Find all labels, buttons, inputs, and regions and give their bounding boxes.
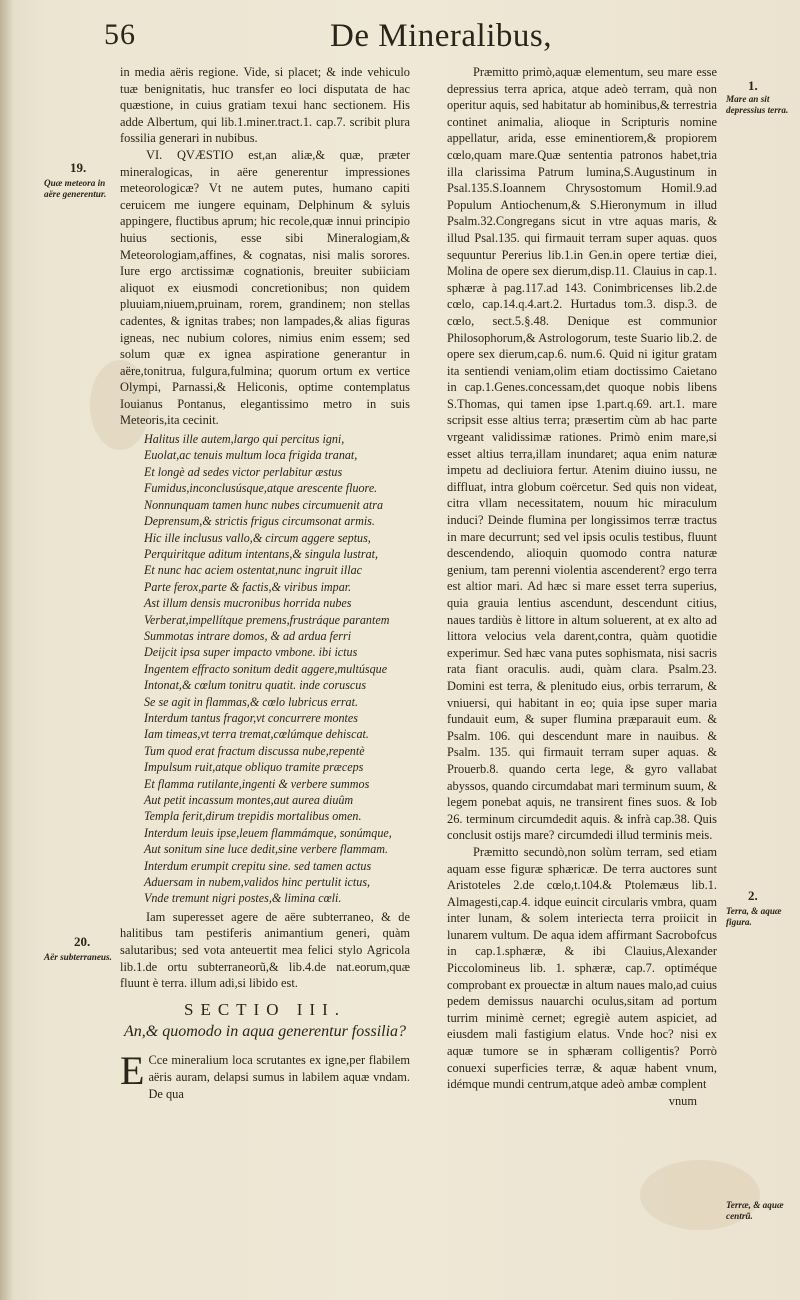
left-paragraph-4-text: Cce mineralium loca scrutantes ex igne,per flabilem aëris auram, delapsi sumus in labilem aquæ vndam. De qua bbox=[148, 1053, 410, 1101]
verse-line: Tum quod erat fractum discussa nube,repentè bbox=[144, 743, 365, 758]
verse-line: Intonat,& cœlum tonitru quatit. inde coruscus bbox=[144, 678, 367, 693]
margin-number-2: 2. bbox=[748, 888, 758, 903]
verse-block bbox=[144, 431, 410, 907]
verse-line: Interdum leuis ipse,leuem flammámque, sonúmque, bbox=[144, 825, 392, 840]
verse-line: Ingentem effracto sonitum dedit aggere,multúsque bbox=[144, 661, 388, 676]
drop-cap: E bbox=[120, 1048, 145, 1094]
verse-line: Aut petit incassum montes,aut aurea diuûm bbox=[144, 793, 354, 807]
margin-note-terra-figura: Terra, & aquæ figura. bbox=[726, 906, 782, 927]
verse-line: Summotas intrare domos, & ad ardua ferri bbox=[144, 628, 352, 643]
verse-line: Hic ille inclusus vallo,& circum aggere septus, bbox=[144, 530, 371, 545]
verse-line: Interdum erumpit crepitu sine. sed tamen actus bbox=[144, 858, 372, 873]
running-head: De Mineralibus, bbox=[330, 18, 552, 54]
verse-line: Halitus ille autem,largo qui percitus igni, bbox=[144, 432, 345, 447]
right-column bbox=[447, 64, 717, 1109]
verse-line: Interdum tantus fragor,vt concurrere montes bbox=[144, 710, 358, 725]
left-column bbox=[120, 64, 410, 1102]
verse-line: Verberat,impellítque premens,frustráque parantem bbox=[144, 612, 390, 627]
verse-line: Impulsum ruit,atque obliquo tramite præceps bbox=[144, 760, 364, 775]
verse-line: Fumidus,inconclusúsque,atque arescente fluore. bbox=[144, 481, 378, 496]
left-paragraph-2: VI. QVÆSTIO est,an aliæ,& quæ, præter mineralogicas, in aëre generentur impressiones meteorologicæ? Vt ne autem putes, humano capiti ceruicem me iungere equinam, Delphinum & syluis appingere, fluctibus aprum; hic recole,quæ innui principio huius sectionis, esse sibi Mineralogiam,& Meteorologiam,affines, & cognatas, nisi malis sorores. Iure ergo arctissimæ cognationis, breuiter subiiciam aliquot ex eiusmodi concretionibus; non quidem pluuiam,niuem,pruinam, rorem, grandinem; non stellas cadentes, & ignitas trabes; non lampades,& alias figuras igneas, nec nubium colores, nimius enim essem; sed solum quæ ex ignea aspiratione generantur in aëre,tonitrua, fulgura,fulmina; quorum ortum ex vertice Olympi, Parnassi,& Heliconis, optime contemplatus Iouianus Pontanus, elegantissimo metro in suis Meteoris,ita cecinit. bbox=[120, 147, 410, 428]
verse-line: Templa ferit,dirum trepidis mortalibus omen. bbox=[144, 809, 362, 824]
section-subtitle: An,& quomodo in aqua generentur fossilia? bbox=[123, 1023, 407, 1041]
right-paragraph-2: Præmitto secundò,non solùm terram, sed etiam aquam esse figuræ sphæricæ. De terra auctores sunt Aristoteles 2.de cœlo,t.104.& Ptolemæus lib.1. Almagesti,cap.4. idque euincit circularis vmbra, quam inter lunam, & solem interiecta terra proiicit in lunarem vultum. De aqua idem affirmant Sacrobofcus in cap.1.sphæræ, & ibi Clauius,Alexander Piccolomineus lib. 1. sphæræ, cap.7. optiméque comprobant ex prouectæ in altum naues malo,ad cuius pedem demissus nauarchi oculus,sitam ad portum turrim minimè cernet; egregiè autem aspiciet, ad eiusdem mali fastigium elatus. Vnde hoc? nisi ex aquæ tumore se in sphæram colligentis? Porrò conuexi superficies terræ, & aquæ habent vnum, idémque mundi centrum,atque adeò ambæ complent bbox=[447, 844, 717, 1092]
verse-line: Deprensum,& strictis frigus circumsonat armis. bbox=[144, 514, 375, 529]
section-title: SECTIO III. bbox=[184, 999, 346, 1019]
verse-line: Et nunc hac aciem ostentat,nunc ingruit illac bbox=[144, 563, 362, 578]
verse-line: Iam timeas,vt terra tremat,cœlúmque dehiscat. bbox=[144, 727, 369, 742]
page-number: 56 bbox=[104, 18, 136, 51]
verse-line: Vnde tremunt nigri postes,& limina cœli. bbox=[144, 891, 342, 906]
margin-number-20: 20. bbox=[74, 934, 91, 949]
verse-line: Et flamma rutilante,ingenti & verbere summos bbox=[144, 776, 370, 791]
right-paragraph-1: Præmitto primò,aquæ elementum, seu mare esse depressius terra aprica, atque adeò terram, quà non operitur aquis, sed habitatur ab hominibus,& terrestria continet animalia, alioque in Scripturis nomine appellatur, arida, esse eminentiorem,& propiorem cœlo,quam mare.Quæ sententia patronos habet,tria illa clarissima Patrum lumina,S.Augustinum in Psal.135.S.Ioannem Chrysostomum Homil.9.ad Populum Antiochenum,& S.Hieronymum in illud Psalm.32.Congregans sicut in vtre aquas maris, & illud Psal.135. qui firmauit terram super aquas. quos sequuntur Pererius lib.1.in Gen.in opere tertiæ diei, Molina de opere sex dierum,disp.11. Clauius in cap.1. sphæræ à pag.117.ad 143. Conimbricenses lib.2.de cœlo, cap.14.q.4.art.2. Hurtadus tom.3. disp.3. de cœlo, sect.5.§.48. Denique est communior Philosophorum,& Astrologorum, teste Suario lib.2. de opere sex dierum,cap.6. num.6. Quid ni igitur gratam ita sentiendi veniam,olim etiam doctissimo Caietano in cap.1.Genes.concessam,det quoque nobis libens S.Thomas, qui tamen ipse 1.part.q.69. art.1. mare scripsit esse altius terra; præsertim cùm ab hac parte vrgeant validissimæ rationes. Primò enim mare,si esset altius terra,illam inundaret; aqua enim naturæ impetu ad decliuiora fertur. Atenim diuino iussu, ne diffluat, intra globum coërcetur. Sed quis non videat, citra vllam necessitatem, nouum hic miraculum induci? Deinde flumina per longissimos terræ tractus in mare decurrunt; sed vel ipsis oculis testibus, fluunt descendendo, alioquin quomodo contra naturæ genium, tam perenni violentia ascenderent? ergo terra est altior mari. Ad hæc si mare esset terra superius, quia grauia lentius ascendunt, descendunt citius, naues tardiùs è littore in altum soluerent, at ex alto ad littora velocius vela darent,contra, quàm quotidie experimur. Sed hæc vana putes sophismata, nisi sacris rata fiant oraculis. audi, quàm clara. Psalm.23. Domini est terra, & plenitudo eius, orbis terrarum, & vniuersi, qui habitant in eo; quia ipse super maria fundauit eum, & super flumina præparauit eum. & Psalm. 106. qui descendunt mare in nauibus. & Psalm. 135. qui firmauit terram super aquas. & Prouerb.8. quando certa lege, & gyro vallabat abyssos, quando circumdabat mari terminum suum, & legem ponebat aquis, ne transirent fines suos. & Iob 26. terminum circumdedit aquis. & infrà cap.38. Quis conclusit ostijs mare? circumdedi illud terminis meis. bbox=[447, 65, 717, 843]
verse-line: Se se agit in flammas,& cœlo lubricus errat. bbox=[144, 694, 358, 709]
margin-number-19: 19. bbox=[70, 160, 87, 175]
margin-note-meteora: Quæ meteora in aëre generentur. bbox=[44, 178, 107, 199]
verse-line: Aut sonitum sine luce dedit,sine verbere flammam. bbox=[144, 842, 389, 857]
catchword: vnum bbox=[668, 1093, 697, 1108]
left-paragraph-1: in media aëris regione. Vide, si placet; & inde vehiculo tuæ benignitatis, huc transfer eo loci disputata de hac quæstione, in cuius gratiam texui hanc sectionem. His adde Albertum, qui lib.1.miner.tract.1. cap.7. scribit plura fossilia generari in nubibus. bbox=[120, 65, 410, 146]
verse-line: Euolat,ac tenuis multum loca frigida tranat, bbox=[144, 448, 358, 463]
left-paragraph-4 bbox=[120, 1048, 410, 1102]
page-fold-shadow bbox=[0, 0, 14, 1300]
verse-line: Parte ferox,parte & factis,& viribus impar. bbox=[144, 579, 352, 594]
margin-note-centrum: Terræ, & aquæ centrũ. bbox=[726, 1200, 784, 1221]
verse-line: Nonnunquam tamen hunc nubes circumuenit atra bbox=[144, 497, 384, 512]
verse-line: Ast illum densis mucronibus horrida nubes bbox=[144, 596, 352, 611]
verse-line: Aduersam in nubem,validos hinc pertulit ictus, bbox=[144, 875, 371, 890]
margin-note-aer-subterraneus: Aër subterraneus. bbox=[44, 952, 112, 962]
margin-note-mare: Mare an sit depressius terra. bbox=[726, 94, 789, 115]
margin-number-1: 1. bbox=[748, 78, 758, 93]
verse-line: Deijcit ipsa super impacto vmbone. ibi ictus bbox=[144, 645, 358, 660]
verse-line: Perquiritque aditum intentans,& singula lustrat, bbox=[144, 546, 379, 561]
left-paragraph-3: Iam superesset agere de aëre subterraneo, & de halitibus tam pestiferis animantium generi, quàm salutaribus; sed vota anteuertit mea felici stylo Agricola lib.1.de ortu subterraneorũ,& lib.4.de nat.eorum,quæ fluunt è terra. illum adi,si libido est. bbox=[120, 909, 410, 991]
verse-line: Et longè ad sedes victor perlabitur æstus bbox=[144, 464, 343, 479]
